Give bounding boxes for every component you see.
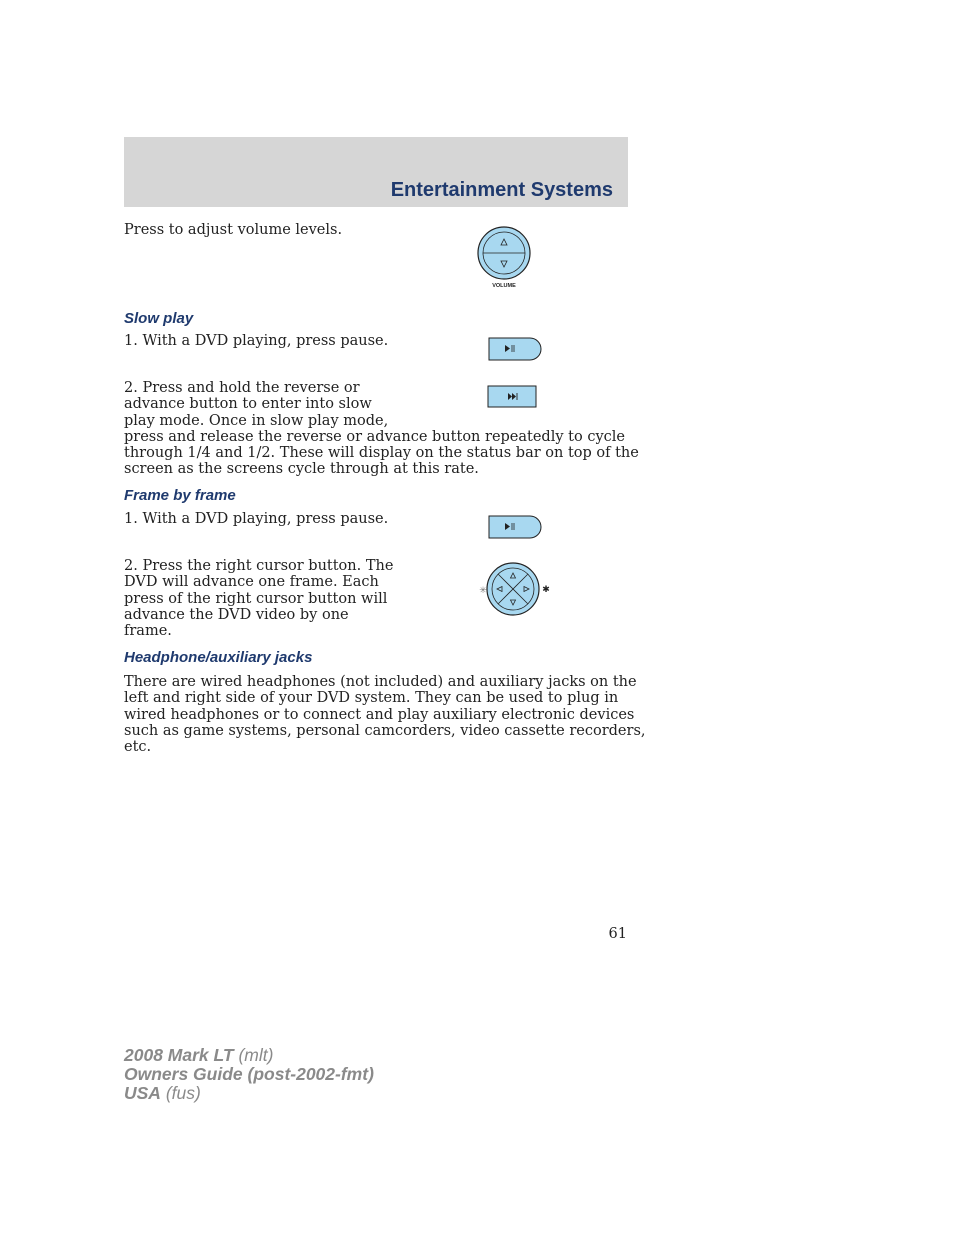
headphone-line: left and right side of your DVD system. They can be used to plug in bbox=[124, 690, 619, 707]
frame-step2-line: advance the DVD video by one bbox=[124, 606, 349, 623]
slow-play-step2 bbox=[124, 380, 639, 478]
slow-play-step2-line: screen as the screens cycle through at this rate. bbox=[124, 461, 479, 478]
frame-step2-line: DVD will advance one frame. Each bbox=[124, 574, 379, 591]
headphone-line: There are wired headphones (not included) and auxiliary jacks on the bbox=[124, 674, 637, 690]
frame-step2-line: 2. Press the right cursor button. The bbox=[124, 558, 394, 574]
heading-frame-by-frame: Frame by frame bbox=[124, 487, 236, 504]
heading-slow-play: Slow play bbox=[124, 310, 194, 327]
play-pause-button-icon bbox=[487, 337, 543, 361]
frame-step1: 1. With a DVD playing, press pause. bbox=[124, 511, 389, 527]
svg-text:✳: ✳ bbox=[479, 586, 487, 596]
footer-model: 2008 Mark LT bbox=[124, 1045, 234, 1065]
footer-guide: Owners Guide (post-2002-fmt) bbox=[124, 1064, 374, 1084]
footer-region-code: (fus) bbox=[165, 1083, 201, 1103]
skip-forward-button-icon bbox=[487, 385, 539, 409]
slow-play-step2-line: press and release the reverse or advance button repeatedly to cycle bbox=[124, 428, 625, 445]
volume-knob-icon bbox=[474, 225, 534, 291]
frame-step2 bbox=[124, 558, 393, 639]
frame-step2-line: press of the right cursor button will bbox=[124, 590, 388, 607]
slow-play-step2-line: 2. Press and hold the reverse or bbox=[124, 380, 360, 396]
section-header-band bbox=[124, 137, 628, 207]
slow-play-step2-line: play mode. Once in slow play mode, bbox=[124, 412, 389, 429]
headphone-line: such as game systems, personal camcorders, video cassette recorders, bbox=[124, 722, 646, 739]
slow-play-step2-line: advance button to enter into slow bbox=[124, 396, 372, 413]
play-pause-button-icon bbox=[487, 515, 543, 539]
headphone-paragraph bbox=[124, 674, 646, 755]
document-footer bbox=[124, 1046, 374, 1103]
footer-region: USA bbox=[124, 1083, 161, 1103]
headphone-line: etc. bbox=[124, 739, 152, 756]
page-number: 61 bbox=[608, 926, 627, 942]
headphone-line: wired headphones or to connect and play auxiliary electronic devices bbox=[124, 706, 635, 723]
cursor-pad-icon bbox=[476, 560, 552, 618]
footer-model-code: (mlt) bbox=[238, 1045, 274, 1065]
section-title: Entertainment Systems bbox=[390, 179, 613, 201]
frame-step2-line: frame. bbox=[124, 623, 172, 640]
volume-instruction: Press to adjust volume levels. bbox=[124, 222, 343, 238]
slow-play-step2-line: through 1/4 and 1/2. These will display on the status bar on top of the bbox=[124, 445, 639, 462]
heading-headphone-jacks: Headphone/auxiliary jacks bbox=[124, 649, 313, 666]
volume-icon-label: VOLUME bbox=[492, 283, 516, 289]
slow-play-step1: 1. With a DVD playing, press pause. bbox=[124, 333, 389, 349]
svg-text:✱: ✱ bbox=[542, 585, 550, 595]
